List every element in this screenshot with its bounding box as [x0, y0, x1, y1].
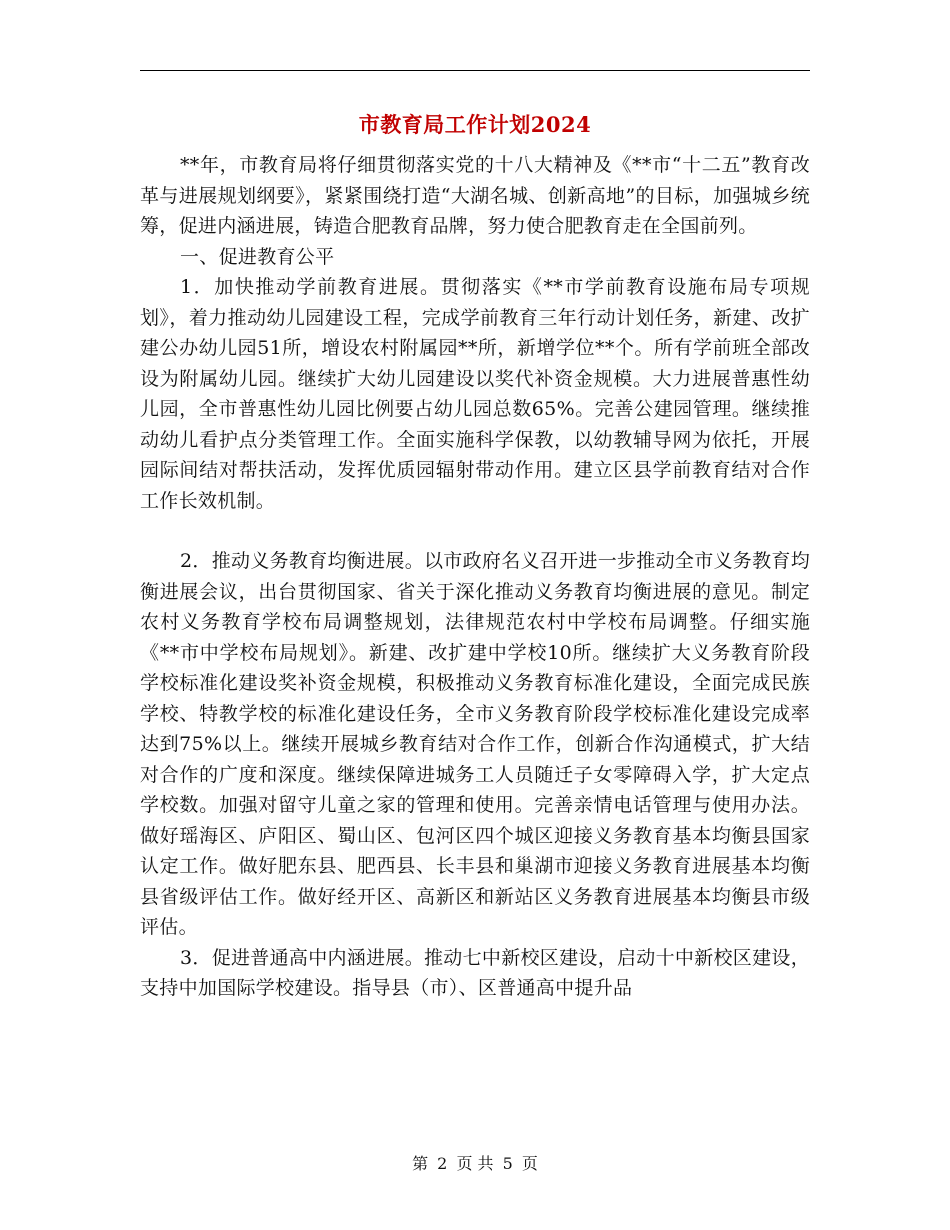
footer-suffix: 页	[521, 1154, 538, 1173]
intro-paragraph: **年，市教育局将仔细贯彻落实党的十八大精神及《**市“十二五”教育改革与进展规划纲要》，紧紧围绕打造“大湖名城、创新高地”的目标，加强城乡统筹，促进内涵进展，铸造合肥教育品牌，努力使合肥教育走在全国前列。	[140, 154, 810, 237]
document-body	[140, 150, 810, 1004]
footer-middle: 页 共	[456, 1154, 494, 1173]
document-title: 市教育局工作计划2024	[358, 112, 592, 137]
item-2-paragraph: 2．推动义务教育均衡进展。以市政府名义召开进一步推动全市义务教育均衡进展会议，出台贯彻国家、省关于深化推动义务教育均衡进展的意见。制定农村义务教育学校布局调整规划，法律规范农村中学校布局调整。仔细实施《**市中学校布局规划》。新建、改扩建中学校10所。继续扩大义务教育阶段学校标准化建设奖补资金规模，积极推动义务教育标准化建设，全面完成民族学校、特教学校的标准化建设任务，全市义务教育阶段学校标准化建设完成率达到75%以上。继续开展城乡教育结对合作工作，创新合作沟通模式，扩大结对合作的广度和深度。继续保障进城务工人员随迁子女零障碍入学，扩大定点学校数。加强对留守儿童之家的管理和使用。完善亲情电话管理与使用办法。做好瑶海区、庐阳区、蜀山区、包河区四个城区迎接义务教育基本均衡县国家认定工作。做好肥东县、肥西县、长丰县和巢湖市迎接义务教育进展基本均衡县省级评估工作。做好经开区、高新区和新站区义务教育进展基本均衡县市级评估。	[140, 550, 810, 938]
item-1-paragraph: 1．加快推动学前教育进展。贯彻落实《**市学前教育设施布局专项规划》，着力推动幼儿园建设工程，完成学前教育三年行动计划任务，新建、改扩建公办幼儿园51所，增设农村附属园**所，新增学位**个。所有学前班全部改设为附属幼儿园。继续扩大幼儿园建设以奖代补资金规模。大力进展普惠性幼儿园，全市普惠性幼儿园比例要占幼儿园总数65%。完善公建园管理。继续推动幼儿看护点分类管理工作。全面实施科学保教，以幼教辅导网为依托，开展园际间结对帮扶活动，发挥优质园辐射带动作用。建立区县学前教育结对合作工作长效机制。	[140, 276, 810, 512]
page-footer	[140, 1152, 810, 1176]
section-heading: 一、促进教育公平	[180, 245, 335, 268]
item-3-paragraph: 3．促进普通高中内涵进展。推动七中新校区建设，启动十中新校区建设，支持中加国际学校建设。指导县（市）、区普通高中提升品	[140, 946, 810, 999]
footer-prefix: 第	[412, 1154, 429, 1173]
footer-page-number: 2	[437, 1154, 448, 1173]
footer-total-pages: 5	[502, 1154, 513, 1173]
header-rule	[140, 70, 810, 71]
